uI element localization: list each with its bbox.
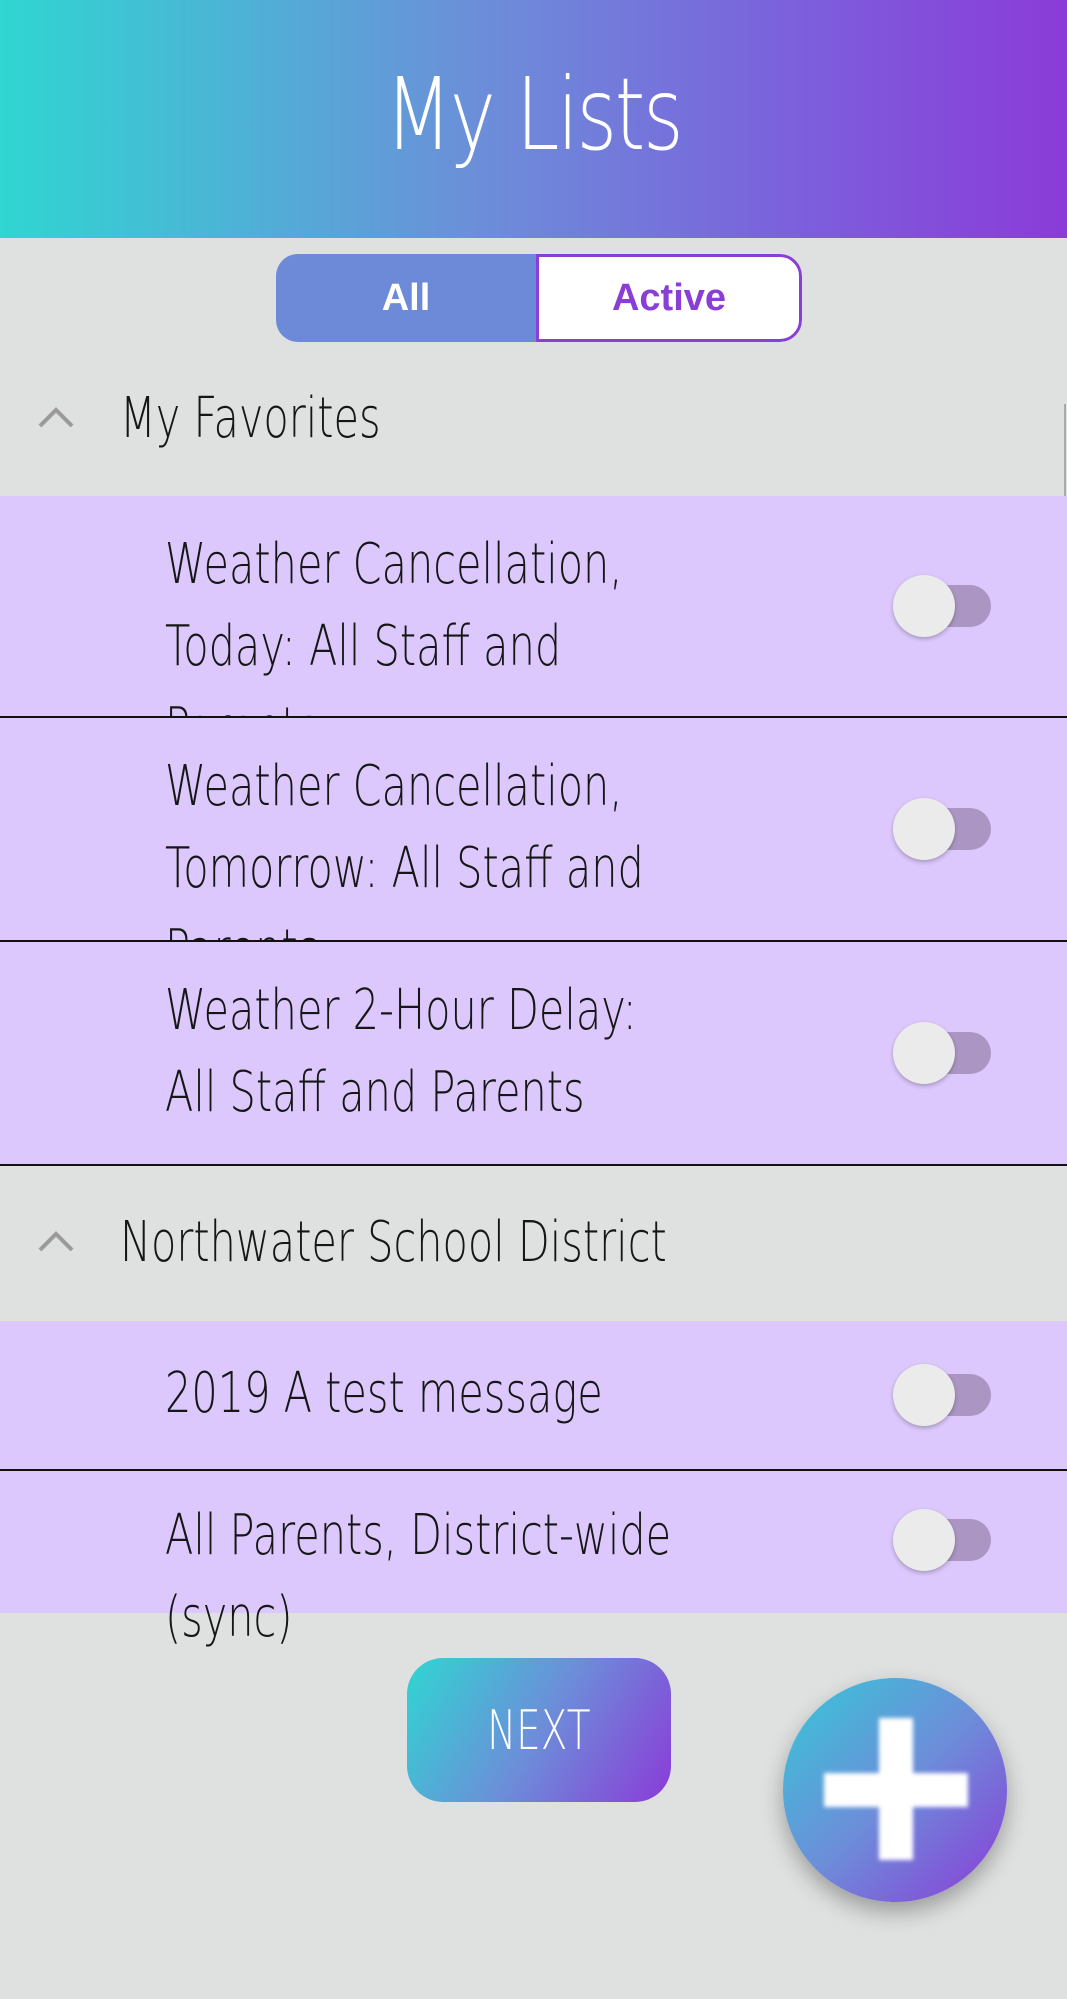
add-list-button[interactable] (783, 1678, 1007, 1902)
list-item[interactable] (0, 1321, 1067, 1469)
chevron-up-icon (37, 404, 75, 430)
divider (0, 1164, 1067, 1166)
section-header-northwater-school-district[interactable] (0, 1196, 1067, 1286)
list-item-label: Weather Cancellation, Tomorrow: All Staff and (165, 754, 644, 901)
list-item[interactable] (0, 718, 1067, 940)
next-button[interactable] (407, 1658, 671, 1802)
list-item-toggle[interactable] (893, 798, 993, 860)
toggle-knob (893, 798, 955, 860)
toggle-knob (893, 575, 955, 637)
list-item-label: Weather 2-Hour Delay: All Staff and Parents (165, 978, 637, 1125)
list-item[interactable] (0, 942, 1067, 1164)
list-item-label: Weather Cancellation, Today: All Staff and (165, 532, 623, 679)
section-header-my-favorites[interactable] (0, 372, 1067, 462)
toggle-knob (893, 1364, 955, 1426)
filter-all-tab[interactable]: All (276, 254, 536, 342)
list-item-label: 2019 A test message (165, 1361, 603, 1426)
list-item[interactable] (0, 1471, 1067, 1650)
page-title: My Lists (385, 55, 682, 173)
list-item-label: All Parents, District-wide (sync) (165, 1503, 672, 1650)
toggle-knob (893, 1509, 955, 1571)
chevron-up-icon (37, 1228, 75, 1254)
app-header (0, 0, 1067, 238)
list-item-toggle[interactable] (893, 575, 993, 637)
list-item-toggle[interactable] (893, 1509, 993, 1571)
section-title: Northwater School District (120, 1210, 667, 1275)
filter-active-tab[interactable]: Active (536, 254, 802, 342)
list-item-toggle[interactable] (893, 1364, 993, 1426)
section-title: My Favorites (120, 386, 381, 451)
list-item[interactable] (0, 496, 1067, 716)
filter-segmented-control (276, 254, 802, 342)
next-button-label: NEXT (487, 1698, 591, 1762)
toggle-knob (893, 1022, 955, 1084)
list-item-toggle[interactable] (893, 1022, 993, 1084)
